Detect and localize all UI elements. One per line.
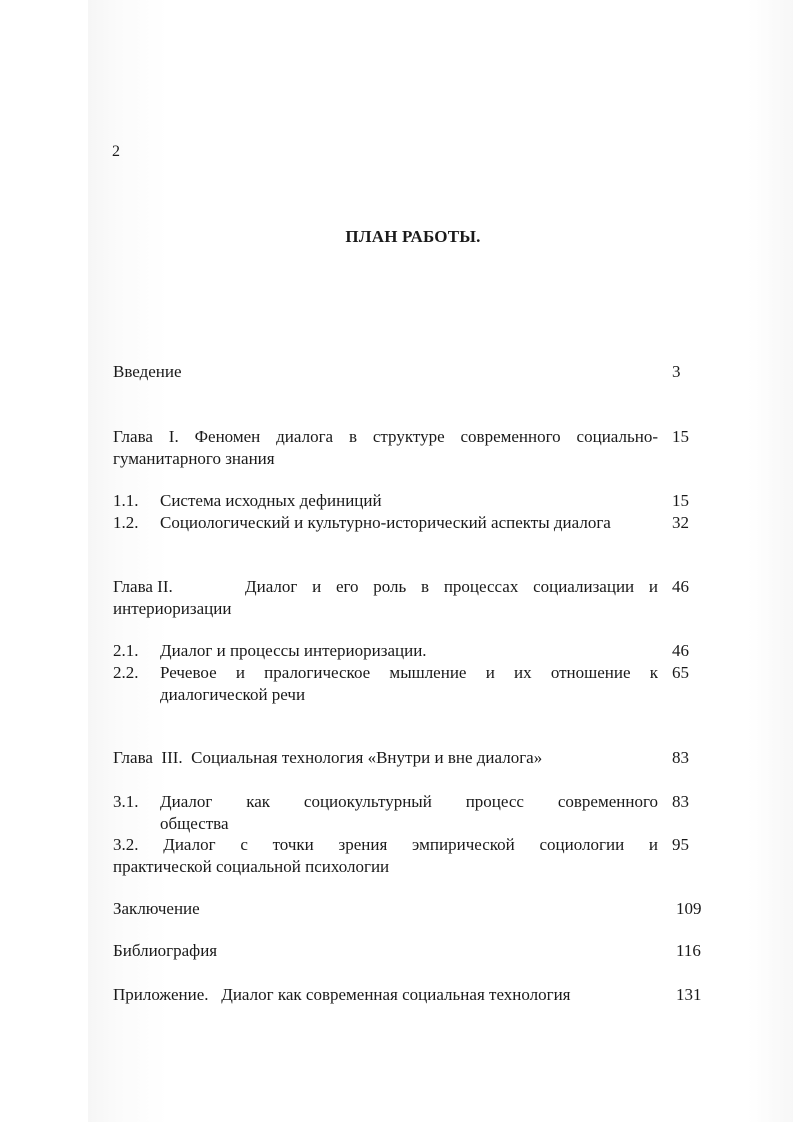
toc-number: 2.2. — [113, 663, 139, 682]
toc-label: Приложение. Диалог как современная социальная технология — [113, 985, 571, 1004]
toc-number: 2.1. — [113, 641, 139, 660]
toc-entry-section-2-1 — [113, 640, 658, 662]
toc-page: 46 — [672, 641, 689, 660]
toc-label: Система исходных дефиниций — [160, 491, 382, 510]
toc-label-line: Речевое и пралогическое мышление и их отношение к — [160, 663, 658, 682]
toc-number: 1.2. — [113, 513, 139, 532]
toc-label-line: Глава I. Феномен диалога в структуре современного социально- — [113, 427, 658, 446]
toc-page: 109 — [676, 899, 702, 918]
toc-entry-conclusion — [113, 898, 658, 920]
toc-entry-chapter-2-title — [245, 576, 658, 598]
toc-label: Диалог и процессы интериоризации. — [160, 641, 427, 660]
toc-entry-section-1-1 — [113, 490, 658, 512]
toc-page: 116 — [676, 941, 701, 960]
toc-entry-appendix — [113, 984, 673, 1006]
toc-page: 46 — [672, 577, 689, 596]
page-number: 2 — [112, 143, 120, 160]
toc-number: 3.1. — [113, 792, 139, 811]
toc-page: 83 — [672, 748, 689, 767]
toc-entry-chapter-1 — [113, 426, 658, 470]
toc-entry-section-3-1-title — [160, 791, 658, 835]
toc-label-line: интериоризации — [113, 599, 232, 618]
toc-entry-intro — [113, 361, 658, 383]
toc-label-line: 3.2. Диалог с точки зрения эмпирической социологии и — [113, 835, 658, 854]
toc-page: 32 — [672, 513, 689, 532]
toc-label: Библиография — [113, 941, 218, 960]
toc-page: 3 — [672, 362, 681, 381]
toc-label-line: практической социальной психологии — [113, 857, 390, 876]
toc-page: 65 — [672, 663, 689, 682]
toc-label: Заключение — [113, 899, 200, 918]
toc-page: 131 — [676, 985, 702, 1004]
toc-entry-bibliography — [113, 940, 658, 962]
toc-label-line: диалогической речи — [160, 685, 306, 704]
toc-label-line: Диалог и его роль в процессах социализации и — [245, 577, 658, 596]
toc-label-line: Диалог как социокультурный процесс современного — [160, 792, 658, 811]
toc-entry-chapter-3 — [113, 747, 658, 769]
toc-page: 15 — [672, 427, 689, 446]
toc-page: 83 — [672, 792, 689, 811]
toc-label-line: общества — [160, 814, 229, 833]
toc-label: Социологический и культурно-исторический аспекты диалога — [160, 513, 611, 532]
toc-label: Глава III. Социальная технология «Внутри и вне диалога» — [113, 748, 543, 767]
toc-entry-section-2-2-title — [160, 662, 658, 706]
toc-chapter-prefix: Глава II. — [113, 577, 173, 596]
toc-page: 15 — [672, 491, 689, 510]
toc-number: 1.1. — [113, 491, 139, 510]
toc-entry-section-1-2 — [113, 512, 658, 534]
toc-entry-section-3-2 — [113, 834, 658, 878]
toc-label-line: гуманитарного знания — [113, 449, 275, 468]
toc-page: 95 — [672, 835, 689, 854]
toc-label: Введение — [113, 362, 182, 381]
page-title: ПЛАН РАБОТЫ. — [345, 227, 481, 246]
